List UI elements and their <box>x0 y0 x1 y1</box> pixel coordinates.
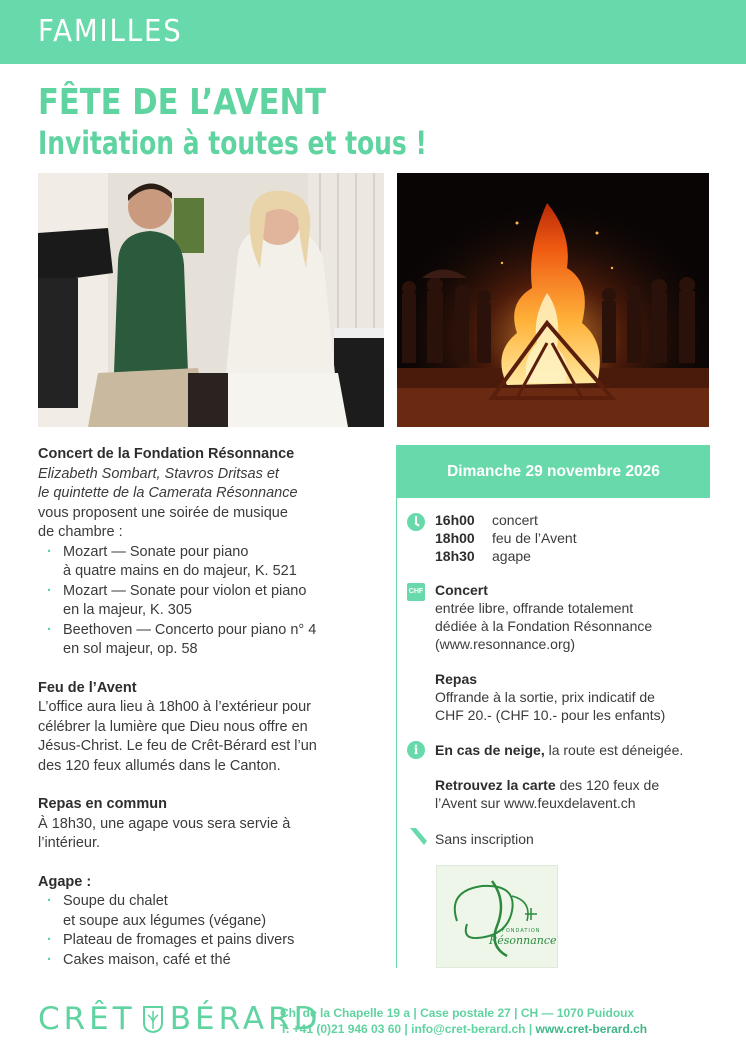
event-date: Dimanche 29 novembre 2026 <box>397 445 710 498</box>
cret-berard-logo: CRÊT BÉRARD <box>38 1001 322 1037</box>
musicians-photo <box>38 173 384 427</box>
performers-line: Elizabeth Sombart, Stavros Dritsas et <box>38 465 279 482</box>
pencil-icon <box>407 825 429 847</box>
registration-note: Sans inscription <box>435 831 534 847</box>
section-label: FAMILLES <box>38 14 183 49</box>
schedule-row: 18h30 agape <box>435 548 531 564</box>
concert-program-list <box>38 543 388 660</box>
agape-list <box>38 892 388 970</box>
repas-text: À 18h30, une agape vous sera servie à <box>38 815 291 832</box>
list-item: · Mozart — Sonate pour violon et piano en la majeur, K. 305 <box>63 582 388 621</box>
feu-text: célébrer la lumière que Dieu nous offre en <box>38 718 308 735</box>
footer-address: Ch. de la Chapelle 19 a | Case postale 27 | CH — 1070 Puidoux <box>280 1006 635 1020</box>
info-icon: i <box>407 741 425 759</box>
clock-icon <box>407 513 425 531</box>
svg-text:FONDATION: FONDATION <box>502 928 541 934</box>
repas-text: l’intérieur. <box>38 835 101 851</box>
concert-intro: de chambre : <box>38 524 123 540</box>
concert-intro: vous proposent une soirée de musique <box>38 504 288 521</box>
schedule <box>435 511 715 565</box>
feu-text: des 120 feux allumés dans le Canton. <box>38 757 281 774</box>
list-item: · Plateau de fromages et pains divers <box>63 931 388 951</box>
bonfire-photo <box>397 173 709 427</box>
agape-heading: Agape : <box>38 873 92 890</box>
feu-text: Jésus-Christ. Le feu de Crêt-Bérard est l’un <box>38 738 317 754</box>
performers-line: le quintette de la Camerata Résonnance <box>38 485 298 501</box>
resonnance-logo <box>436 865 558 968</box>
page-title: FÊTE DE L’AVENT <box>38 82 326 123</box>
svg-text:Résonnance: Résonnance <box>489 934 557 947</box>
snow-info: En cas de neige, la route est déneigée. <box>435 742 684 758</box>
program-column <box>38 445 388 970</box>
repas-info: Repas Offrande à la sortie, prix indicatif de CHF 20.- (CHF 10.- pour les enfants) <box>435 671 666 723</box>
list-item: · Mozart — Sonate pour piano à quatre mains en do majeur, K. 521 <box>63 543 388 582</box>
chf-icon: CHF <box>407 583 425 601</box>
concert-info-heading: Concert <box>435 582 488 598</box>
feu-text: L’office aura lieu à 18h00 à l’extérieur pour <box>38 699 312 715</box>
info-sidebar <box>396 445 709 968</box>
feu-heading: Feu de l’Avent <box>38 679 137 696</box>
map-info: Retrouvez la carte des 120 feux de l’Avent sur www.feuxdelavent.ch <box>435 777 660 811</box>
list-item: · Beethoven — Concerto pour piano n° 4 en sol majeur, op. 58 <box>63 621 388 660</box>
page-subtitle: Invitation à toutes et tous ! <box>38 124 427 162</box>
concert-heading: Concert de la Fondation Résonnance <box>38 446 295 462</box>
section-banner <box>0 0 746 64</box>
shield-icon <box>142 1005 164 1033</box>
schedule-row: 18h00 feu de l’Avent <box>435 530 577 546</box>
footer-phone-email[interactable]: T. +41 (0)21 946 03 60 | info@cret-berard.ch | <box>280 1022 536 1036</box>
repas-info-heading: Repas <box>435 671 478 687</box>
concert-info: Concert entrée libre, offrande totalement dédiée à la Fondation Résonnance (www.resonnance.org) <box>435 582 653 652</box>
website-link[interactable]: www.cret-berard.ch <box>535 1022 648 1036</box>
footer-contact <box>280 1005 720 1037</box>
schedule-row: 16h00 concert <box>435 512 538 528</box>
list-item: · Cakes maison, café et thé <box>63 951 388 971</box>
list-item: · Soupe du chalet et soupe aux légumes (végane) <box>63 892 388 931</box>
repas-heading: Repas en commun <box>38 796 167 812</box>
